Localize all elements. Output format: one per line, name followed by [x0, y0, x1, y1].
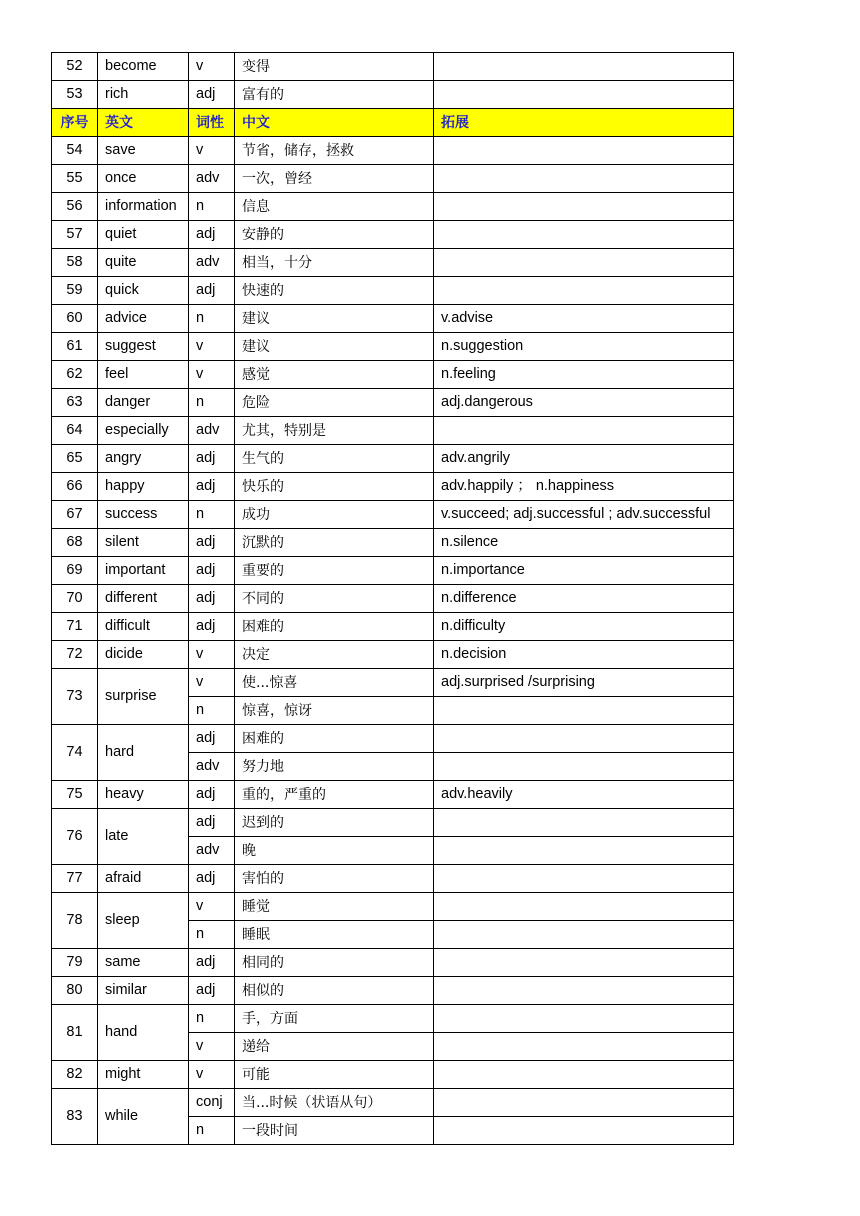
table-row — [52, 1061, 734, 1089]
table-row — [52, 1005, 734, 1033]
entry-chinese-meaning: 建议 — [235, 333, 434, 361]
entry-number: 55 — [52, 165, 98, 193]
entry-part-of-speech: adj — [189, 557, 235, 585]
table-row — [52, 557, 734, 585]
entry-chinese-meaning: 变得 — [235, 53, 434, 81]
entry-chinese-meaning: 沉默的 — [235, 529, 434, 557]
entry-english-word: sleep — [98, 893, 189, 949]
entry-extension — [434, 753, 734, 781]
entry-part-of-speech: adj — [189, 865, 235, 893]
entry-chinese-meaning: 相当，十分 — [235, 249, 434, 277]
entry-chinese-meaning: 一段时间 — [235, 1117, 434, 1145]
table-row — [52, 669, 734, 697]
entry-number: 81 — [52, 1005, 98, 1061]
table-row — [52, 585, 734, 613]
entry-extension — [434, 137, 734, 165]
entry-chinese-meaning: 感觉 — [235, 361, 434, 389]
entry-extension — [434, 417, 734, 445]
table-row — [52, 865, 734, 893]
entry-extension: adv.angrily — [434, 445, 734, 473]
entry-number: 78 — [52, 893, 98, 949]
entry-extension — [434, 221, 734, 249]
entry-number: 72 — [52, 641, 98, 669]
entry-part-of-speech: v — [189, 333, 235, 361]
entry-english-word: quiet — [98, 221, 189, 249]
header-num: 序号 — [52, 109, 98, 137]
entry-part-of-speech: adv — [189, 417, 235, 445]
table-row — [52, 81, 734, 109]
entry-chinese-meaning: 努力地 — [235, 753, 434, 781]
entry-extension — [434, 165, 734, 193]
entry-number: 82 — [52, 1061, 98, 1089]
entry-part-of-speech: n — [189, 697, 235, 725]
entry-part-of-speech: v — [189, 361, 235, 389]
entry-part-of-speech: n — [189, 1005, 235, 1033]
entry-part-of-speech: conj — [189, 1089, 235, 1117]
entry-english-word: late — [98, 809, 189, 865]
entry-english-word: heavy — [98, 781, 189, 809]
entry-extension — [434, 1061, 734, 1089]
entry-chinese-meaning: 递给 — [235, 1033, 434, 1061]
entry-chinese-meaning: 害怕的 — [235, 865, 434, 893]
entry-chinese-meaning: 成功 — [235, 501, 434, 529]
entry-number: 63 — [52, 389, 98, 417]
table-row — [52, 53, 734, 81]
entry-english-word: happy — [98, 473, 189, 501]
entry-number: 66 — [52, 473, 98, 501]
entry-english-word: while — [98, 1089, 189, 1145]
table-row — [52, 725, 734, 753]
entry-english-word: similar — [98, 977, 189, 1005]
entry-extension: n.difficulty — [434, 613, 734, 641]
entry-extension — [434, 837, 734, 865]
entry-extension — [434, 193, 734, 221]
entry-english-word: especially — [98, 417, 189, 445]
entry-extension: v.succeed; adj.successful ; adv.successful — [434, 501, 734, 529]
entry-part-of-speech: v — [189, 137, 235, 165]
entry-part-of-speech: adj — [189, 613, 235, 641]
entry-chinese-meaning: 信息 — [235, 193, 434, 221]
table-row — [52, 445, 734, 473]
entry-part-of-speech: v — [189, 53, 235, 81]
entry-number: 75 — [52, 781, 98, 809]
entry-english-word: angry — [98, 445, 189, 473]
entry-extension: n.suggestion — [434, 333, 734, 361]
entry-number: 73 — [52, 669, 98, 725]
table-header — [52, 109, 734, 137]
entry-chinese-meaning: 快速的 — [235, 277, 434, 305]
entry-english-word: might — [98, 1061, 189, 1089]
entry-part-of-speech: adj — [189, 529, 235, 557]
table-row — [52, 165, 734, 193]
table-row — [52, 1089, 734, 1117]
entry-number: 83 — [52, 1089, 98, 1145]
table-row — [52, 949, 734, 977]
entry-english-word: advice — [98, 305, 189, 333]
table-row — [52, 977, 734, 1005]
entry-number: 57 — [52, 221, 98, 249]
entry-part-of-speech: adj — [189, 977, 235, 1005]
entry-english-word: silent — [98, 529, 189, 557]
entry-chinese-meaning: 相同的 — [235, 949, 434, 977]
entry-part-of-speech: n — [189, 305, 235, 333]
entry-part-of-speech: n — [189, 193, 235, 221]
entry-extension — [434, 949, 734, 977]
entry-part-of-speech: v — [189, 893, 235, 921]
entry-chinese-meaning: 重的，严重的 — [235, 781, 434, 809]
entry-extension — [434, 53, 734, 81]
entry-chinese-meaning: 生气的 — [235, 445, 434, 473]
table-row — [52, 305, 734, 333]
entry-chinese-meaning: 安静的 — [235, 221, 434, 249]
entry-english-word: same — [98, 949, 189, 977]
entry-extension — [434, 697, 734, 725]
entry-chinese-meaning: 危险 — [235, 389, 434, 417]
entry-number: 53 — [52, 81, 98, 109]
entry-number: 54 — [52, 137, 98, 165]
entry-english-word: save — [98, 137, 189, 165]
entry-english-word: different — [98, 585, 189, 613]
entry-english-word: feel — [98, 361, 189, 389]
header-chinese: 中文 — [235, 109, 434, 137]
entry-part-of-speech: adv — [189, 837, 235, 865]
entry-english-word: important — [98, 557, 189, 585]
entry-number: 80 — [52, 977, 98, 1005]
entry-number: 52 — [52, 53, 98, 81]
entry-chinese-meaning: 迟到的 — [235, 809, 434, 837]
entry-chinese-meaning: 重要的 — [235, 557, 434, 585]
entry-chinese-meaning: 惊喜，惊讶 — [235, 697, 434, 725]
entry-english-word: quick — [98, 277, 189, 305]
entry-number: 56 — [52, 193, 98, 221]
entry-english-word: surprise — [98, 669, 189, 725]
entry-english-word: become — [98, 53, 189, 81]
table-row — [52, 613, 734, 641]
entry-part-of-speech: adj — [189, 277, 235, 305]
entry-number: 76 — [52, 809, 98, 865]
entry-number: 64 — [52, 417, 98, 445]
entry-part-of-speech: n — [189, 921, 235, 949]
entry-number: 69 — [52, 557, 98, 585]
entry-english-word: rich — [98, 81, 189, 109]
table-row — [52, 333, 734, 361]
entry-extension — [434, 977, 734, 1005]
entry-part-of-speech: v — [189, 1061, 235, 1089]
entry-chinese-meaning: 睡觉 — [235, 893, 434, 921]
entry-part-of-speech: adj — [189, 781, 235, 809]
entry-english-word: success — [98, 501, 189, 529]
entry-number: 58 — [52, 249, 98, 277]
entry-english-word: dicide — [98, 641, 189, 669]
entry-english-word: quite — [98, 249, 189, 277]
table-row — [52, 809, 734, 837]
entry-extension — [434, 1033, 734, 1061]
table-row — [52, 137, 734, 165]
entry-part-of-speech: adj — [189, 809, 235, 837]
entry-number: 79 — [52, 949, 98, 977]
entry-part-of-speech: n — [189, 501, 235, 529]
entry-part-of-speech: adv — [189, 165, 235, 193]
entry-extension: n.feeling — [434, 361, 734, 389]
entry-extension: n.importance — [434, 557, 734, 585]
entry-english-word: once — [98, 165, 189, 193]
entry-number: 70 — [52, 585, 98, 613]
entry-part-of-speech: adv — [189, 753, 235, 781]
header-part-of-speech: 词性 — [189, 109, 235, 137]
entry-number: 77 — [52, 865, 98, 893]
entry-extension — [434, 865, 734, 893]
entry-part-of-speech: adj — [189, 473, 235, 501]
table-row — [52, 781, 734, 809]
entry-extension — [434, 249, 734, 277]
entry-part-of-speech: adj — [189, 81, 235, 109]
entry-chinese-meaning: 快乐的 — [235, 473, 434, 501]
table-row — [52, 893, 734, 921]
entry-number: 59 — [52, 277, 98, 305]
entry-part-of-speech: v — [189, 669, 235, 697]
table-row — [52, 221, 734, 249]
entry-chinese-meaning: 手，方面 — [235, 1005, 434, 1033]
table-row — [52, 193, 734, 221]
entry-english-word: difficult — [98, 613, 189, 641]
entry-english-word: hard — [98, 725, 189, 781]
entry-english-word: afraid — [98, 865, 189, 893]
entry-chinese-meaning: 建议 — [235, 305, 434, 333]
table-row — [52, 249, 734, 277]
entry-chinese-meaning: 当...时候（状语从句） — [235, 1089, 434, 1117]
entry-english-word: suggest — [98, 333, 189, 361]
entry-chinese-meaning: 睡眠 — [235, 921, 434, 949]
entry-part-of-speech: n — [189, 389, 235, 417]
entry-part-of-speech: v — [189, 641, 235, 669]
entry-english-word: hand — [98, 1005, 189, 1061]
table-row — [52, 529, 734, 557]
entry-extension: n.difference — [434, 585, 734, 613]
entry-chinese-meaning: 富有的 — [235, 81, 434, 109]
table-row — [52, 417, 734, 445]
entry-extension — [434, 1089, 734, 1117]
entry-chinese-meaning: 困难的 — [235, 613, 434, 641]
entry-extension — [434, 921, 734, 949]
entry-chinese-meaning: 尤其，特别是 — [235, 417, 434, 445]
entry-part-of-speech: adj — [189, 725, 235, 753]
entry-extension: adv.heavily — [434, 781, 734, 809]
entry-number: 62 — [52, 361, 98, 389]
table-row — [52, 389, 734, 417]
entry-extension: adj.dangerous — [434, 389, 734, 417]
entry-part-of-speech: adj — [189, 445, 235, 473]
header-english: 英文 — [98, 109, 189, 137]
entry-extension: n.decision — [434, 641, 734, 669]
entry-extension — [434, 81, 734, 109]
entry-extension: adj.surprised /surprising — [434, 669, 734, 697]
entry-extension — [434, 725, 734, 753]
entry-chinese-meaning: 节省，储存，拯救 — [235, 137, 434, 165]
entry-chinese-meaning: 一次，曾经 — [235, 165, 434, 193]
entry-extension: v.advise — [434, 305, 734, 333]
entry-extension — [434, 893, 734, 921]
entry-chinese-meaning: 相似的 — [235, 977, 434, 1005]
entry-number: 68 — [52, 529, 98, 557]
entry-number: 60 — [52, 305, 98, 333]
table-row — [52, 361, 734, 389]
table-body-after-header — [52, 137, 734, 1145]
entry-part-of-speech: adj — [189, 585, 235, 613]
entry-extension — [434, 1005, 734, 1033]
entry-extension: n.silence — [434, 529, 734, 557]
table-row — [52, 641, 734, 669]
entry-part-of-speech: adj — [189, 949, 235, 977]
entry-number: 61 — [52, 333, 98, 361]
entry-part-of-speech: v — [189, 1033, 235, 1061]
entry-chinese-meaning: 不同的 — [235, 585, 434, 613]
table-row — [52, 501, 734, 529]
entry-number: 67 — [52, 501, 98, 529]
table-body-before-header — [52, 53, 734, 109]
entry-chinese-meaning: 困难的 — [235, 725, 434, 753]
entry-number: 71 — [52, 613, 98, 641]
entry-chinese-meaning: 晚 — [235, 837, 434, 865]
entry-extension: adv.happily ； n.happiness — [434, 473, 734, 501]
entry-chinese-meaning: 决定 — [235, 641, 434, 669]
table-row — [52, 277, 734, 305]
entry-chinese-meaning: 使...惊喜 — [235, 669, 434, 697]
header-extension: 拓展 — [434, 109, 734, 137]
entry-english-word: information — [98, 193, 189, 221]
entry-english-word: danger — [98, 389, 189, 417]
entry-part-of-speech: adv — [189, 249, 235, 277]
vocabulary-table — [51, 52, 734, 1145]
entry-extension — [434, 1117, 734, 1145]
entry-chinese-meaning: 可能 — [235, 1061, 434, 1089]
entry-part-of-speech: adj — [189, 221, 235, 249]
entry-number: 74 — [52, 725, 98, 781]
table-row — [52, 473, 734, 501]
entry-extension — [434, 277, 734, 305]
entry-number: 65 — [52, 445, 98, 473]
entry-extension — [434, 809, 734, 837]
entry-part-of-speech: n — [189, 1117, 235, 1145]
header-row — [52, 109, 734, 137]
